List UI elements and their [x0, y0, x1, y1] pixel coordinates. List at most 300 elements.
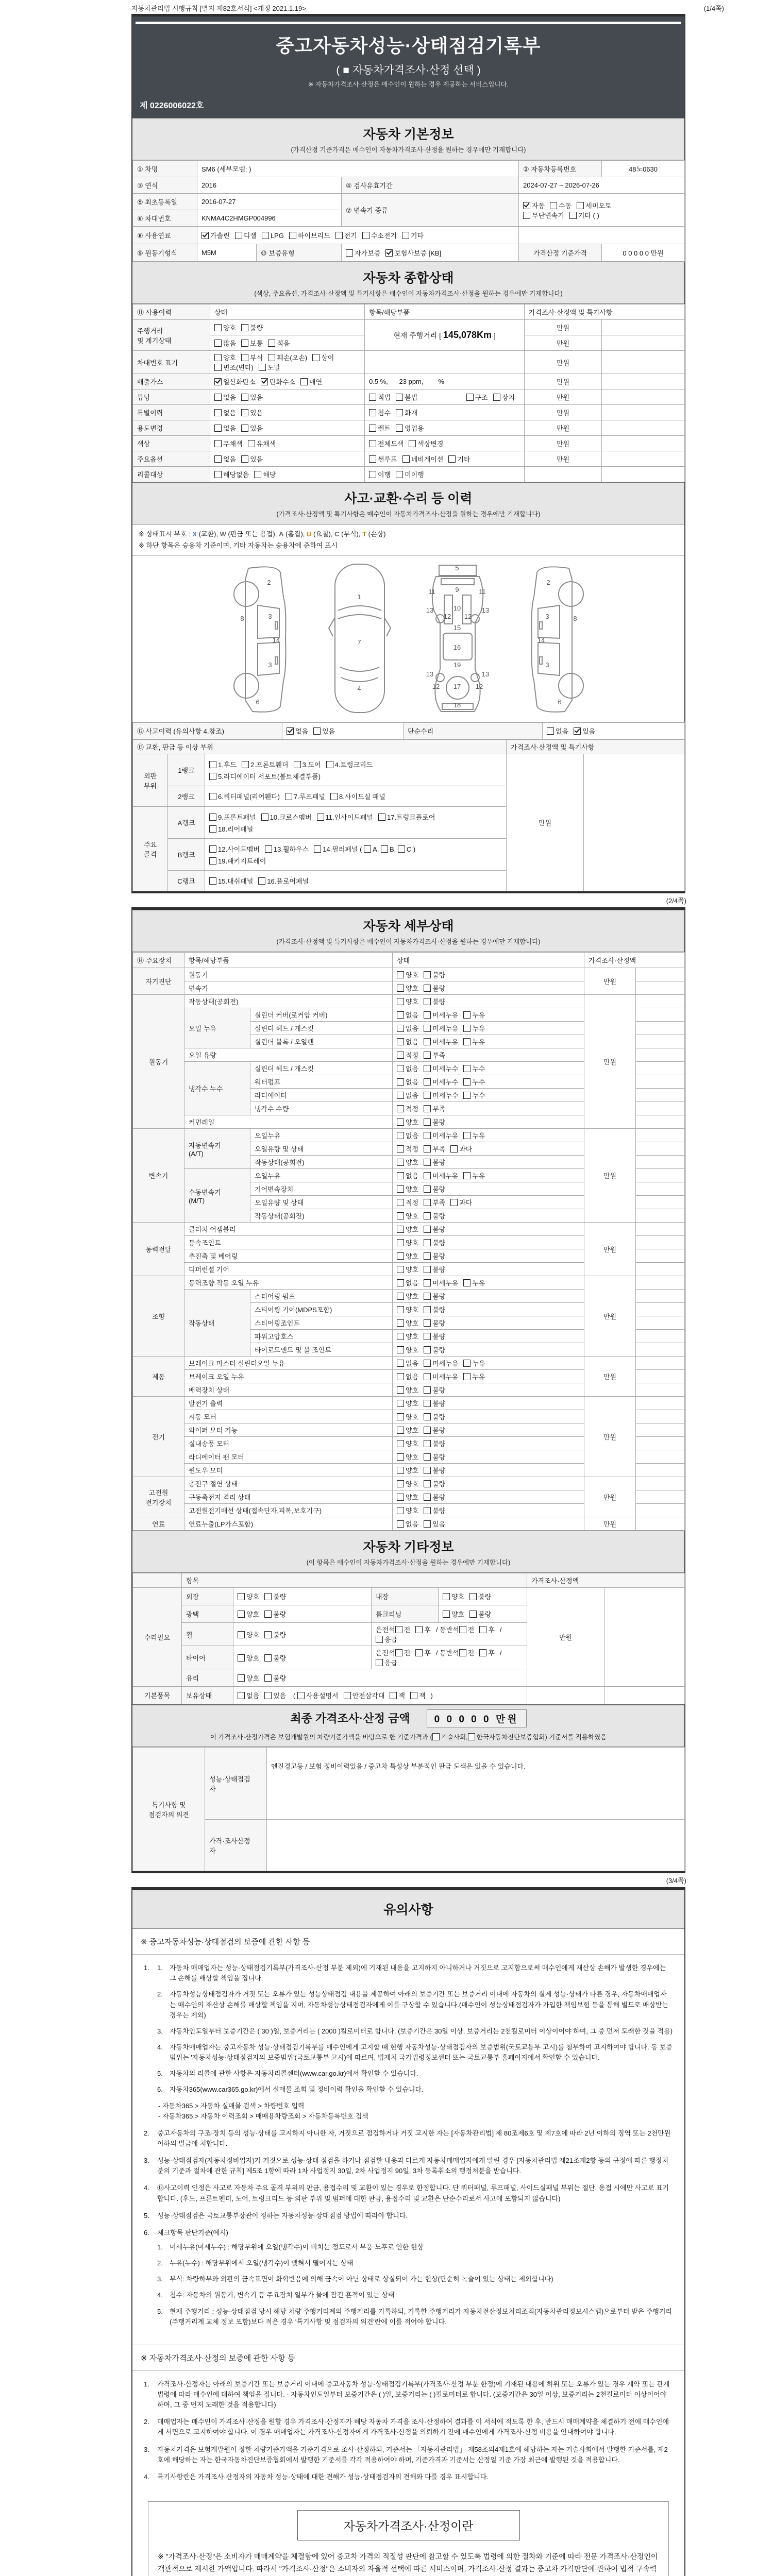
document-title: 중고자동차성능·상태점검기록부 — [276, 35, 541, 56]
checkbox[interactable] — [214, 340, 222, 347]
label-vin: ⑥ 차대번호 — [133, 210, 197, 227]
diagram-side-left — [225, 561, 299, 716]
checkbox[interactable] — [424, 1065, 431, 1072]
state-options — [393, 1490, 584, 1504]
checkbox[interactable] — [424, 1226, 431, 1233]
checkbox[interactable] — [209, 793, 216, 800]
checkbox[interactable] — [214, 324, 222, 331]
checkbox[interactable] — [424, 1520, 431, 1528]
price-cell — [525, 467, 602, 482]
checkbox[interactable] — [397, 1373, 404, 1380]
checkbox[interactable] — [397, 998, 404, 1005]
checkbox[interactable] — [424, 1185, 431, 1193]
checkbox[interactable] — [450, 1145, 458, 1153]
notice-band — [132, 1890, 684, 1929]
checkbox[interactable] — [214, 471, 222, 478]
checkbox[interactable] — [397, 1346, 404, 1353]
checkbox[interactable] — [214, 455, 222, 463]
checkbox[interactable] — [238, 1611, 245, 1618]
checkbox[interactable] — [238, 1631, 245, 1638]
checkbox[interactable] — [424, 1413, 431, 1420]
checkbox[interactable] — [463, 1078, 470, 1086]
checkbox[interactable] — [214, 394, 222, 401]
checkbox[interactable] — [424, 1400, 431, 1407]
checkbox[interactable] — [364, 845, 371, 853]
checkbox[interactable] — [402, 455, 410, 463]
checkbox[interactable] — [261, 814, 268, 821]
checkbox[interactable] — [258, 877, 265, 885]
checkbox[interactable] — [381, 845, 388, 853]
checkbox[interactable] — [463, 1038, 470, 1045]
checkbox[interactable] — [248, 440, 255, 447]
checkbox[interactable] — [397, 1172, 404, 1179]
checkbox[interactable] — [268, 354, 275, 361]
checkbox[interactable] — [396, 471, 403, 478]
checkbox[interactable] — [424, 1279, 431, 1286]
device-item: 브레이크 오일 누유 — [184, 1370, 393, 1383]
checkbox[interactable] — [397, 1092, 404, 1099]
odometer-state-options — [210, 335, 365, 351]
checkbox[interactable] — [493, 394, 500, 401]
checkbox[interactable] — [397, 1132, 404, 1139]
checkbox[interactable] — [523, 212, 530, 219]
option: 누유 — [463, 1130, 485, 1140]
price-cell: 만원 — [584, 995, 636, 1129]
checkbox[interactable] — [469, 1593, 477, 1600]
checkbox[interactable] — [424, 1467, 431, 1474]
checkbox-checked[interactable] — [214, 378, 222, 385]
option: 적정 — [397, 1197, 418, 1207]
checkbox[interactable] — [424, 1252, 431, 1260]
option: 누수 — [463, 1077, 485, 1087]
checkbox[interactable] — [395, 1626, 402, 1633]
accident-history-table — [132, 722, 685, 739]
checkbox[interactable] — [209, 845, 216, 853]
option: 없음 — [214, 423, 236, 433]
checkbox[interactable] — [297, 1692, 305, 1699]
note-cell — [636, 1062, 685, 1075]
checkbox[interactable] — [264, 1674, 272, 1682]
checkbox[interactable] — [214, 364, 222, 371]
label-model-year: ③ 연식 — [133, 177, 197, 194]
checkbox[interactable] — [397, 1413, 404, 1420]
option: 탄화수소 — [261, 377, 295, 386]
checkbox[interactable] — [463, 1025, 470, 1032]
note-cell — [636, 1357, 685, 1370]
checkbox[interactable] — [424, 1011, 431, 1019]
checkbox-checked[interactable] — [574, 727, 581, 735]
checkbox-checked[interactable] — [261, 378, 268, 385]
checkbox-checked[interactable] — [287, 727, 294, 735]
option: 미세누유 — [424, 1358, 458, 1368]
checkbox[interactable] — [241, 425, 248, 432]
checkbox[interactable] — [424, 985, 431, 992]
notice-item: 5. 성능·상태점검은 국토교통부장관이 정하는 자동차성능·상태점검 방법에 따라야 합니다. — [144, 2211, 408, 2219]
note-cell — [636, 1383, 685, 1397]
state-options — [393, 1156, 584, 1169]
checkbox[interactable] — [241, 455, 248, 463]
option: 불량 — [424, 1452, 445, 1462]
checkbox[interactable] — [397, 1440, 404, 1447]
checkbox[interactable] — [424, 1092, 431, 1099]
device-item: 오일유량 및 상태 — [250, 1142, 393, 1156]
option: 없음 — [397, 1171, 418, 1180]
checkbox[interactable] — [450, 1199, 458, 1206]
checkbox[interactable] — [432, 1733, 440, 1740]
checkbox[interactable] — [424, 1346, 431, 1353]
checkbox[interactable] — [424, 971, 431, 978]
option: 장치 — [493, 392, 515, 402]
device-item: 추진축 및 베어링 — [184, 1249, 393, 1263]
checkbox[interactable] — [241, 340, 248, 347]
checkbox[interactable] — [424, 1132, 431, 1139]
device-group: 제동 — [133, 1357, 184, 1397]
checkbox[interactable] — [424, 1199, 431, 1206]
checkbox[interactable] — [424, 1145, 431, 1153]
col-item-parts: 항목/해당부품 — [184, 953, 393, 968]
note-cell — [602, 320, 685, 335]
note-cell — [636, 1437, 685, 1450]
state-options — [233, 1623, 372, 1646]
checkbox[interactable] — [209, 773, 216, 780]
device-item: 디퍼런셜 기어 — [184, 1263, 393, 1276]
checkbox[interactable] — [397, 1239, 404, 1246]
checkbox-checked[interactable] — [201, 232, 209, 239]
checkbox[interactable] — [397, 1011, 404, 1019]
option: 전 — [459, 1648, 475, 1657]
checkbox[interactable] — [415, 1626, 423, 1633]
note-cell — [636, 1182, 685, 1196]
checkbox[interactable] — [410, 1692, 417, 1699]
checkbox[interactable] — [424, 998, 431, 1005]
checkbox[interactable] — [424, 1319, 431, 1327]
diagram-number: 19 — [453, 661, 461, 669]
checkbox[interactable] — [369, 455, 376, 463]
checkbox[interactable] — [238, 1692, 245, 1699]
checkbox[interactable] — [424, 1440, 431, 1447]
checkbox[interactable] — [238, 1593, 245, 1600]
checkbox[interactable] — [550, 202, 557, 209]
checkbox[interactable] — [397, 1185, 404, 1193]
checkbox[interactable] — [241, 324, 248, 331]
option: 부족 — [424, 1050, 445, 1060]
checkbox[interactable] — [214, 354, 222, 361]
checkbox[interactable] — [397, 1025, 404, 1032]
checkbox-checked[interactable] — [385, 249, 393, 257]
checkbox[interactable] — [369, 394, 376, 401]
option: 불량 — [424, 970, 445, 979]
checkbox[interactable] — [242, 761, 249, 768]
option: 일산화탄소 — [214, 377, 256, 386]
checkbox[interactable] — [463, 1360, 470, 1367]
row-용도변경: 용도변경 — [133, 420, 210, 436]
checkbox[interactable] — [209, 877, 216, 885]
checkbox[interactable] — [214, 440, 222, 447]
checkbox[interactable] — [397, 1226, 404, 1233]
option: 불량 — [424, 1157, 445, 1167]
checkbox[interactable] — [424, 1052, 431, 1059]
checkbox[interactable] — [397, 1480, 404, 1487]
checkbox[interactable] — [214, 409, 222, 416]
checkbox[interactable] — [397, 1065, 404, 1072]
checkbox[interactable] — [424, 1038, 431, 1045]
checkbox[interactable] — [424, 1427, 431, 1434]
value-base-price: 0 0 0 0 0 만원 — [602, 244, 685, 262]
option: 양호 — [397, 1304, 418, 1314]
note-cell — [636, 1008, 685, 1022]
state-options — [233, 1669, 527, 1687]
checkbox[interactable] — [238, 1654, 245, 1662]
checkbox[interactable] — [424, 1159, 431, 1166]
option: 있음 — [241, 392, 263, 402]
checkbox[interactable] — [294, 761, 301, 768]
checkbox[interactable] — [443, 1611, 450, 1618]
checkbox[interactable] — [479, 1626, 486, 1633]
state-options — [393, 1062, 584, 1075]
checkbox[interactable] — [397, 1078, 404, 1086]
diagram-number: 1 — [357, 593, 361, 601]
checkbox[interactable] — [300, 378, 308, 385]
notice-item: 6. 체크항목 판단기준(예시) 1. 미세누유(미세누수) : 해당부위에 오일(냉각수)이 비치는 정도로서 부품 노후로 인한 현상 2. 누유(누수) : 해당부위에서 오일(냉각수)이 맺혀서 떨어지는 상태 3. 부식: 차량하부와 외판의 금속표면이 화학반응에 의해 금속이 아닌 상태로 상실되어 가는 현상(단순히 녹슬어 있는 상태는 제외합니다) 4. 침수: 자동차의 원동기, 변속기 등 주요장치 일부가 물에 잠긴 흔적이 있는 상태 5. 현재 주행거리 : 성능·상태점검 당시 해당 차량 주행거리계의 주행거리를 기록하되, 기록한 주행거리가 자동차전산정보처리조직(자동차관리정보시스템)으로부터 받은 주행거리(주행거리계 교체 정보 포함)보다 적은 경우 '특기사항 및 점검자의 의견'란에 이를 적어야 합니다. — [144, 2228, 673, 2333]
checkbox[interactable] — [314, 845, 321, 853]
checkbox[interactable] — [469, 1611, 477, 1618]
device-item: 워터펌프 — [250, 1075, 393, 1089]
checkbox[interactable] — [424, 1078, 431, 1086]
checkbox[interactable] — [376, 1636, 383, 1643]
checkbox[interactable] — [262, 232, 269, 239]
checkbox[interactable] — [448, 455, 456, 463]
checkbox[interactable] — [463, 1373, 470, 1380]
checkbox[interactable] — [264, 1692, 272, 1699]
option: 양호 — [214, 352, 236, 362]
checkbox[interactable] — [397, 1052, 404, 1059]
checkbox[interactable] — [395, 1649, 402, 1656]
checkbox[interactable] — [238, 1674, 245, 1682]
option: 없음 — [214, 392, 236, 402]
checkbox[interactable] — [264, 1654, 272, 1662]
checkbox[interactable] — [468, 1733, 475, 1740]
col-state: 상태 — [210, 304, 365, 320]
col-usage-history: ⑪ 사용이력 — [133, 304, 210, 320]
checkbox[interactable] — [312, 354, 320, 361]
checkbox[interactable] — [569, 212, 577, 219]
checkbox[interactable] — [463, 1065, 470, 1072]
checkbox[interactable] — [396, 409, 403, 416]
checkbox[interactable] — [463, 1279, 470, 1286]
device-subgroup: 오일 누유 — [184, 1008, 250, 1048]
checkbox[interactable] — [424, 1373, 431, 1380]
checkbox[interactable] — [369, 425, 376, 432]
checkbox[interactable] — [397, 1520, 404, 1528]
checkbox[interactable] — [214, 425, 222, 432]
checkbox[interactable] — [547, 727, 554, 735]
checkbox[interactable] — [369, 471, 376, 478]
checkbox[interactable] — [459, 1649, 466, 1656]
checkbox[interactable] — [463, 1132, 470, 1139]
option: LPG — [262, 232, 284, 240]
state-options — [393, 1383, 584, 1397]
checkbox[interactable] — [264, 1611, 272, 1618]
checkbox[interactable] — [409, 440, 416, 447]
checkbox[interactable] — [397, 1467, 404, 1474]
checkbox[interactable] — [396, 425, 403, 432]
checkbox[interactable] — [463, 1011, 470, 1019]
checkbox[interactable] — [424, 1360, 431, 1367]
checkbox[interactable] — [424, 1306, 431, 1313]
option: 양호 — [443, 1609, 464, 1619]
checkbox[interactable] — [209, 857, 216, 865]
checkbox[interactable] — [241, 394, 248, 401]
checkbox[interactable] — [424, 1105, 431, 1112]
checkbox[interactable] — [397, 1400, 404, 1407]
state-code-A: A — [279, 530, 284, 538]
checkbox[interactable] — [397, 1427, 404, 1434]
checkbox[interactable] — [330, 793, 338, 800]
label-fuel: ⑧ 사용연료 — [133, 227, 197, 244]
checkbox[interactable] — [254, 471, 261, 478]
checkbox[interactable] — [479, 1649, 486, 1656]
checkbox[interactable] — [397, 1145, 404, 1153]
checkbox[interactable] — [397, 1212, 404, 1219]
checkbox[interactable] — [424, 1333, 431, 1340]
checkbox[interactable] — [335, 232, 343, 239]
checkbox[interactable] — [397, 971, 404, 978]
state-options — [393, 1477, 584, 1490]
option: 불량 — [424, 1345, 445, 1354]
checkbox[interactable] — [397, 1333, 404, 1340]
checkbox-checked[interactable] — [523, 202, 530, 209]
checkbox[interactable] — [313, 727, 321, 735]
checkbox[interactable] — [424, 1507, 431, 1514]
checkbox[interactable] — [397, 1279, 404, 1286]
value-first-reg: 2016-07-27 — [197, 194, 342, 210]
checkbox[interactable] — [209, 814, 216, 821]
checkbox[interactable] — [264, 1593, 272, 1600]
option: 기타 — [402, 230, 424, 240]
checkbox[interactable] — [344, 1692, 351, 1699]
option: 자동 — [523, 200, 545, 210]
checkbox[interactable] — [397, 1293, 404, 1300]
checkbox[interactable] — [397, 1306, 404, 1313]
checkbox[interactable] — [397, 1360, 404, 1367]
checkbox[interactable] — [396, 394, 403, 401]
checkbox[interactable] — [369, 440, 376, 447]
checkbox[interactable] — [317, 814, 324, 821]
notice-subitem: 4. 자동차매매업자는 중고자동차 성능·상태점검기록부를 매수인에게 고지할 때 현행 자동차성능·상태점검자의 보증범위(국토교통부 고시)를 첨부하여 고지하여야 합니다. 동 보증범위는 '자동차성능·상태점검자의 보증범위'(국토교통부 고시)에 따르며, 법제처 국가법령정보센터 또는 국토교통부 홈페이지에서 확인할 수 있습니다. — [157, 2043, 673, 2062]
checkbox[interactable] — [235, 232, 242, 239]
checkbox[interactable] — [397, 1386, 404, 1394]
checkbox[interactable] — [424, 1494, 431, 1501]
note-cell — [636, 1035, 685, 1048]
checkbox[interactable] — [268, 340, 275, 347]
checkbox[interactable] — [577, 202, 584, 209]
seat-position-options: 운전석 전 후 / 동반석 전 후 / 응급 — [372, 1623, 527, 1646]
checkbox[interactable] — [397, 1159, 404, 1166]
checkbox[interactable] — [397, 1453, 404, 1461]
device-item: 작동상태(공회전) — [250, 1156, 393, 1169]
checkbox[interactable] — [424, 1025, 431, 1032]
checkbox[interactable] — [415, 1649, 423, 1656]
checkbox[interactable] — [402, 232, 409, 239]
checkbox[interactable] — [397, 1266, 404, 1273]
label-appraiser: 가격·조사산정 자 — [205, 1820, 267, 1871]
checkbox[interactable] — [424, 1239, 431, 1246]
state-code-W: W — [220, 530, 226, 538]
state-options — [393, 1249, 584, 1263]
checkbox[interactable] — [209, 825, 216, 833]
state-options — [393, 1316, 584, 1330]
diagram-number: 7 — [357, 638, 361, 647]
checkbox[interactable] — [369, 409, 376, 416]
checkbox[interactable] — [397, 1105, 404, 1112]
checkbox[interactable] — [390, 1692, 397, 1699]
diagram-top — [323, 561, 397, 716]
notice-title: 유의사항 — [383, 1903, 433, 1918]
checkbox[interactable] — [424, 1266, 431, 1273]
checkbox[interactable] — [397, 985, 404, 992]
checkbox[interactable] — [264, 1631, 272, 1638]
checkbox[interactable] — [424, 1293, 431, 1300]
checkbox[interactable] — [443, 1593, 450, 1600]
panel-item: 17.트렁크플로어 — [378, 812, 435, 822]
option: 불량 — [424, 1398, 445, 1408]
checkbox[interactable] — [424, 1118, 431, 1126]
checkbox[interactable] — [397, 1319, 404, 1327]
rank-items — [205, 839, 507, 871]
accident-legend — [132, 524, 684, 556]
checkbox[interactable] — [397, 1507, 404, 1514]
note-cell — [636, 1330, 685, 1343]
note-cell — [636, 1075, 685, 1089]
checkbox[interactable] — [346, 249, 353, 257]
checkbox[interactable] — [424, 1480, 431, 1487]
detail-title: 자동차 세부상태 — [363, 919, 454, 934]
state-options — [393, 1209, 584, 1223]
checkbox[interactable] — [209, 761, 216, 768]
device-group: 조향 — [133, 1276, 184, 1357]
checkbox[interactable] — [259, 364, 266, 371]
option: 전 — [395, 1624, 411, 1634]
checkbox[interactable] — [398, 845, 405, 853]
checkbox[interactable] — [362, 232, 369, 239]
checkbox[interactable] — [326, 761, 333, 768]
checkbox[interactable] — [463, 1172, 470, 1179]
checkbox[interactable] — [376, 1659, 383, 1666]
checkbox[interactable] — [397, 1118, 404, 1126]
checkbox[interactable] — [289, 232, 296, 239]
checkbox[interactable] — [397, 1494, 404, 1501]
state-code-U: U — [307, 530, 312, 538]
checkbox[interactable] — [241, 354, 248, 361]
checkbox[interactable] — [424, 1453, 431, 1461]
checkbox[interactable] — [265, 845, 272, 853]
note-cell — [636, 1022, 685, 1035]
checkbox[interactable] — [378, 814, 385, 821]
checkbox[interactable] — [424, 1212, 431, 1219]
checkbox[interactable] — [241, 409, 248, 416]
checkbox[interactable] — [397, 1199, 404, 1206]
checkbox[interactable] — [459, 1626, 466, 1633]
checkbox[interactable] — [463, 1092, 470, 1099]
checkbox[interactable] — [285, 793, 292, 800]
checkbox[interactable] — [397, 1038, 404, 1045]
checkbox[interactable] — [466, 394, 474, 401]
basic-info-subtitle: (가격산정 기준가격은 매수인이 자동차가격조사·산정을 원하는 경우에만 기재합니다) — [291, 146, 526, 154]
checkbox[interactable] — [397, 1252, 404, 1260]
price-cell: 만원 — [584, 1129, 636, 1223]
checkbox[interactable] — [424, 1386, 431, 1394]
checkbox[interactable] — [424, 1172, 431, 1179]
